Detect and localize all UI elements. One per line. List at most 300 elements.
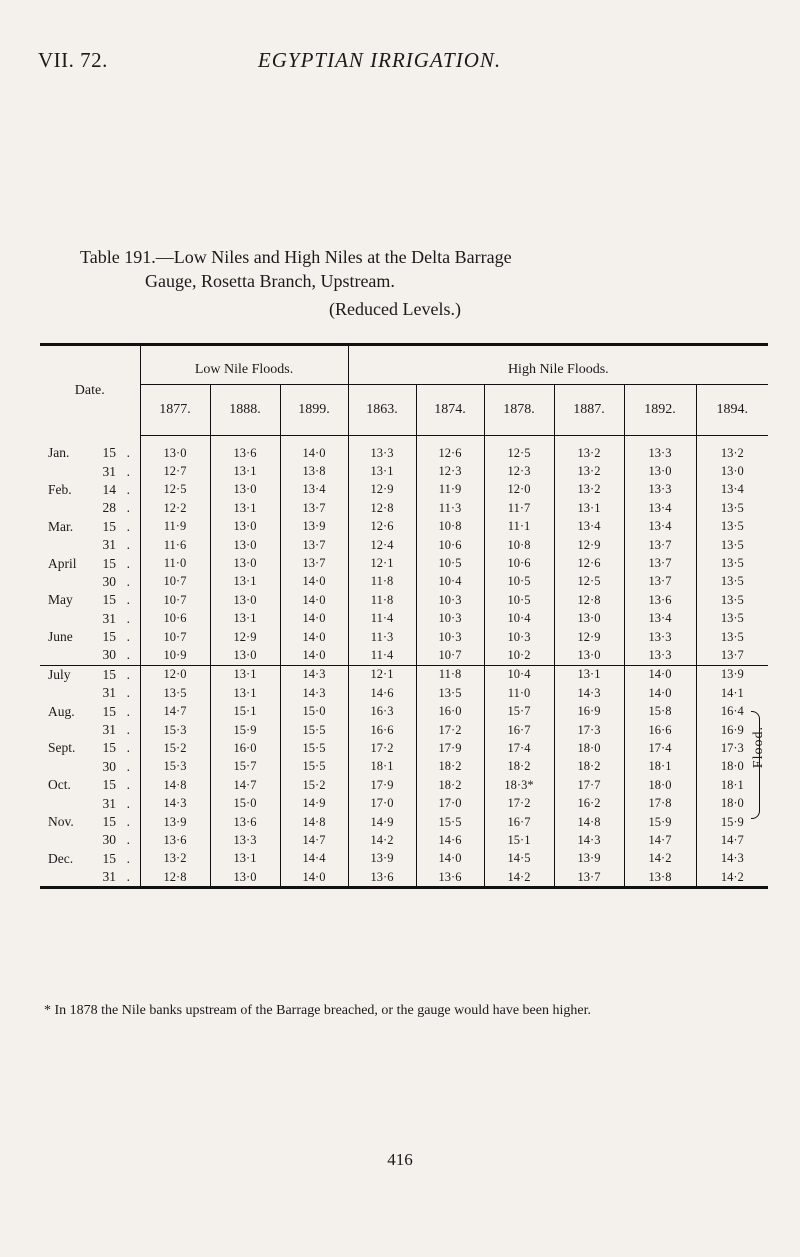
level-cell: 15·0 [210,794,280,812]
level-cell: 10·9 [140,646,210,665]
day-label: 15 [102,740,116,756]
day-label: 30 [102,647,116,663]
level-cell: 16·6 [348,721,416,739]
level-cell: 12·9 [554,628,624,646]
day-label: 15 [102,444,116,460]
level-cell: 14·0 [280,628,348,646]
level-cell: 14·0 [280,573,348,591]
leader-dot: . [126,444,130,460]
leader-dot: . [126,869,130,885]
level-value: 16·4 [720,704,744,719]
year-header: 1888. [210,385,280,436]
level-cell: 13·1 [210,850,280,868]
day-label: 31 [102,463,116,479]
level-cell: 18·2 [554,758,624,776]
caption-reduced-levels: (Reduced Levels.) [329,299,461,319]
level-cell: 18·3* [484,776,554,794]
table-row [40,702,768,720]
leader-dot: . [126,481,130,497]
table-row [40,481,768,499]
level-cell: 14·8 [140,776,210,794]
date-cell [40,702,140,720]
caption-line-1: Table 191.—Low Niles and High Niles at the Delta Barrage [80,247,512,267]
table-caption [80,245,740,321]
leader-dot: . [126,832,130,848]
table-row [40,436,768,463]
level-cell: 13·1 [210,499,280,517]
day-label: 15 [102,555,116,571]
level-cell: 13·5 [140,684,210,702]
level-cell: 12·8 [140,868,210,886]
level-cell: 13·2 [720,445,744,460]
level-cell: 11·6 [140,536,210,554]
leader-dot: . [126,740,130,756]
level-cell: 13·0 [140,436,210,463]
level-cell: 13·5 [416,684,484,702]
month-label: June [48,629,73,645]
level-cell: 13·1 [210,610,280,628]
level-cell: 15·2 [140,739,210,757]
level-cell: 14·2 [720,869,744,884]
level-cell: 13·3 [348,436,416,463]
table-row [40,868,768,886]
month-label: Mar. [48,518,74,534]
level-cell: 14·2 [484,868,554,886]
level-cell: 17·4 [484,739,554,757]
month-label: Aug. [48,703,75,719]
level-cell: 13·2 [554,436,624,463]
level-cell: 13·2 [554,481,624,499]
date-cell [40,481,140,499]
date-cell [40,536,140,554]
date-cell [40,646,140,665]
level-cell: 10·7 [140,591,210,609]
level-cell: 12·0 [140,665,210,684]
level-cell: 15·1 [210,702,280,720]
year-header: 1878. [484,385,554,436]
high-nile-header: High Nile Floods. [348,346,768,385]
level-cell: 14·0 [280,646,348,665]
table-row [40,499,768,517]
level-cell: 13·0 [624,462,696,480]
month-label: Oct. [48,777,71,793]
level-cell: 16·7 [484,813,554,831]
year-header: 1894. [696,385,768,436]
level-cell: 10·4 [416,573,484,591]
level-cell: 14·9 [348,813,416,831]
day-label: 15 [102,629,116,645]
level-cell: 12·6 [348,518,416,536]
table-row [40,518,768,536]
level-cell: 18·0 [720,796,744,811]
level-cell: 14·0 [624,665,696,684]
level-cell: 11·9 [140,518,210,536]
level-cell: 13·7 [554,868,624,886]
level-cell: 12·0 [484,481,554,499]
level-cell: 10·7 [140,573,210,591]
level-cell: 10·3 [484,628,554,646]
month-label: Jan. [48,444,70,460]
nile-levels-table [40,343,768,889]
page-number: 416 [387,1150,413,1169]
level-cell: 13·5 [720,500,744,515]
level-cell: 18·0 [624,776,696,794]
level-cell: 11·0 [484,684,554,702]
level-cell: 17·2 [348,739,416,757]
level-cell: 13·2 [140,850,210,868]
leader-dot: . [126,850,130,866]
level-cell: 13·0 [210,646,280,665]
level-cell: 16·0 [210,739,280,757]
level-cell: 13·7 [720,647,744,662]
level-cell: 18·2 [416,758,484,776]
level-cell: 12·7 [140,462,210,480]
level-cell: 13·8 [280,462,348,480]
level-cell: 13·3 [624,436,696,463]
level-cell: 13·4 [624,610,696,628]
level-cell: 13·7 [624,554,696,572]
caption-line-2: Gauge, Rosetta Branch, Upstream. [145,271,395,291]
level-cell: 16·9 [720,722,744,737]
table-row [40,831,768,849]
level-cell: 14·7 [140,702,210,720]
level-cell: 12·6 [416,436,484,463]
level-cell: 13·9 [554,850,624,868]
table-row [40,739,768,757]
level-cell: 12·5 [554,573,624,591]
low-nile-header: Low Nile Floods. [140,346,348,385]
level-cell: 13·4 [280,481,348,499]
level-cell: 13·6 [624,591,696,609]
day-label: 15 [102,703,116,719]
day-label: 31 [102,722,116,738]
date-cell [40,462,140,480]
date-cell [40,665,140,684]
level-cell: 13·0 [210,481,280,499]
leader-dot: . [126,703,130,719]
level-cell: 12·6 [554,554,624,572]
level-cell: 13·8 [624,868,696,886]
leader-dot: . [126,685,130,701]
level-cell: 14·0 [280,868,348,886]
level-cell: 13·0 [554,610,624,628]
level-cell: 15·2 [280,776,348,794]
level-cell: 14·4 [280,850,348,868]
day-label: 15 [102,592,116,608]
date-cell [40,721,140,739]
level-cell: 10·6 [484,554,554,572]
level-cell: 12·3 [416,462,484,480]
level-cell: 13·0 [554,646,624,665]
leader-dot: . [126,629,130,645]
level-cell: 14·7 [624,831,696,849]
level-cell: 12·3 [484,462,554,480]
level-cell: 12·9 [348,481,416,499]
date-column-header: Date. [40,346,140,436]
level-cell: 11·7 [484,499,554,517]
level-cell: 13·1 [554,499,624,517]
day-label: 30 [102,832,116,848]
month-label: Nov. [48,814,74,829]
date-cell [40,610,140,628]
level-cell: 15·3 [140,758,210,776]
level-cell: 15·7 [484,702,554,720]
level-cell: 13·6 [210,813,280,831]
level-cell: 13·1 [348,462,416,480]
level-cell: 18·1 [348,758,416,776]
level-cell: 10·3 [416,628,484,646]
level-cell: 11·4 [348,610,416,628]
leader-dot: . [126,573,130,589]
level-cell: 15·5 [416,813,484,831]
level-cell: 12·8 [554,591,624,609]
level-cell: 13·1 [210,573,280,591]
level-cell: 11·8 [416,665,484,684]
month-label: April [48,555,77,571]
year-header: 1863. [348,385,416,436]
leader-dot: . [126,555,130,571]
level-cell: 13·9 [696,665,768,684]
table-row [40,536,768,554]
level-cell: 14·9 [280,794,348,812]
date-cell [40,813,140,831]
level-cell: 10·3 [416,610,484,628]
level-cell: 10·6 [416,536,484,554]
level-cell: 13·5 [720,519,744,534]
level-cell: 13·0 [210,554,280,572]
level-cell: 13·5 [720,611,744,626]
level-cell: 14·3 [280,665,348,684]
level-cell: 13·3 [210,831,280,849]
level-cell: 13·0 [210,518,280,536]
leader-dot: . [126,777,130,793]
level-cell: 10·6 [140,610,210,628]
level-cell: 13·0 [210,536,280,554]
table-row [40,758,768,776]
level-cell: 14·7 [720,832,744,847]
level-cell: 14·6 [416,831,484,849]
level-cell: 13·4 [554,518,624,536]
month-label: Sept. [48,740,76,756]
level-cell: 14·7 [280,831,348,849]
level-cell: 14·0 [624,684,696,702]
date-cell [40,573,140,591]
year-header: 1899. [280,385,348,436]
level-cell: 17·2 [484,794,554,812]
level-cell: 15·8 [624,702,696,720]
leader-dot: . [126,463,130,479]
date-cell [40,831,140,849]
level-cell: 13·2 [554,462,624,480]
level-cell: 10·5 [484,591,554,609]
month-label: Dec. [48,850,74,866]
level-cell: 14·3 [280,684,348,702]
level-cell: 10·3 [416,591,484,609]
table-row [40,628,768,646]
level-cell: 13·1 [210,684,280,702]
day-label: 31 [102,685,116,701]
level-cell: 10·4 [484,610,554,628]
level-cell: 18·2 [484,758,554,776]
level-cell: 13·4 [624,518,696,536]
date-cell [40,868,140,886]
month-label: Feb. [48,481,72,497]
level-cell: 18·0 [720,759,744,774]
table-row [40,554,768,572]
table-row [40,610,768,628]
level-cell: 15·9 [624,813,696,831]
level-cell: 14·0 [280,610,348,628]
level-cell: 17·3 [554,721,624,739]
level-cell: 15·9 [210,721,280,739]
day-label: 15 [102,518,116,534]
level-cell: 13·9 [348,850,416,868]
date-cell [40,591,140,609]
level-cell: 14·7 [210,776,280,794]
level-cell: 10·8 [416,518,484,536]
table-row [40,665,768,684]
table-body [40,436,768,887]
leader-dot: . [126,814,130,829]
level-cell: 13·9 [140,813,210,831]
table-row [40,776,768,794]
level-cell: 15·5 [280,721,348,739]
level-cell: 13·0 [210,868,280,886]
leader-dot: . [126,722,130,738]
level-cell: 14·3 [554,684,624,702]
table-row [40,850,768,868]
date-cell [40,518,140,536]
level-cell: 12·1 [348,554,416,572]
level-cell: 10·2 [484,646,554,665]
level-cell: 14·0 [280,591,348,609]
month-label: May [48,592,73,608]
level-cell: 11·9 [416,481,484,499]
level-cell: 17·2 [416,721,484,739]
day-label: 31 [102,869,116,885]
level-cell: 11·8 [348,573,416,591]
level-cell: 14·3 [554,831,624,849]
day-label: 28 [102,500,116,516]
day-label: 15 [102,850,116,866]
level-cell: 13·9 [280,518,348,536]
date-cell [40,684,140,702]
level-cell: 13·4 [624,499,696,517]
footnote: * In 1878 the Nile banks upstream of the Barrage breached, or the gauge would have been higher. [44,1003,591,1018]
level-cell: 12·4 [348,536,416,554]
level-cell: 15·0 [280,702,348,720]
level-cell: 13·5 [720,574,744,589]
level-cell: 18·2 [416,776,484,794]
level-cell: 15·3 [140,721,210,739]
level-cell: 16·6 [624,721,696,739]
level-cell: 12·9 [210,628,280,646]
level-cell: 13·4 [720,482,744,497]
date-cell [40,739,140,757]
table-row [40,646,768,665]
level-cell: 16·2 [554,794,624,812]
year-header: 1874. [416,385,484,436]
level-cell: 14·0 [280,436,348,463]
table-row [40,573,768,591]
level-cell: 13·1 [210,462,280,480]
level-cell: 17·7 [554,776,624,794]
level-cell: 17·9 [348,776,416,794]
level-cell: 10·5 [416,554,484,572]
level-cell: 13·6 [210,436,280,463]
level-cell: 12·8 [348,499,416,517]
table-row [40,684,768,702]
level-cell: 11·0 [140,554,210,572]
level-cell: 12·2 [140,499,210,517]
level-cell: 12·5 [484,436,554,463]
level-cell: 14·8 [280,813,348,831]
level-cell: 14·3 [140,794,210,812]
level-cell: 14·1 [720,685,744,700]
section-number: VII. 72. [38,48,108,72]
level-cell: 13·7 [624,536,696,554]
date-cell [40,436,140,463]
day-label: 15 [102,777,116,793]
level-cell: 10·7 [416,646,484,665]
level-cell: 11·3 [348,628,416,646]
level-cell: 12·1 [348,665,416,684]
level-cell: 13·1 [554,665,624,684]
level-cell: 14·0 [416,850,484,868]
level-cell: 15·1 [484,831,554,849]
level-cell: 16·0 [416,702,484,720]
flood-label: Flood. [751,726,767,769]
date-cell [40,628,140,646]
leader-dot: . [126,518,130,534]
date-cell [40,758,140,776]
leader-dot: . [126,647,130,663]
leader-dot: . [126,592,130,608]
date-cell [40,850,140,868]
level-cell: 13·5 [720,629,744,644]
level-cell: 14·3 [720,851,744,866]
day-label: 31 [102,795,116,811]
level-cell: 13·0 [210,591,280,609]
level-cell: 10·5 [484,573,554,591]
level-cell: 14·2 [624,850,696,868]
level-cell: 13·5 [720,556,744,571]
level-cell: 13·6 [348,868,416,886]
level-cell: 11·8 [348,591,416,609]
level-cell: 17·0 [416,794,484,812]
table-row [40,813,768,831]
level-cell: 13·6 [140,831,210,849]
level-cell: 12·5 [140,481,210,499]
level-cell: 14·5 [484,850,554,868]
date-cell [40,776,140,794]
table-row [40,721,768,739]
level-cell: 15·5 [280,739,348,757]
day-label: 15 [102,666,116,682]
level-cell: 17·8 [624,794,696,812]
level-cell: 15·7 [210,758,280,776]
level-cell: 13·5 [720,537,744,552]
level-cell: 15·5 [280,758,348,776]
level-cell: 14·2 [348,831,416,849]
year-header: 1877. [140,385,210,436]
running-head [38,48,762,78]
leader-dot: . [126,537,130,553]
level-cell: 17·9 [416,739,484,757]
running-title: EGYPTIAN IRRIGATION. [257,48,502,72]
level-cell: 16·9 [554,702,624,720]
year-header: 1887. [554,385,624,436]
